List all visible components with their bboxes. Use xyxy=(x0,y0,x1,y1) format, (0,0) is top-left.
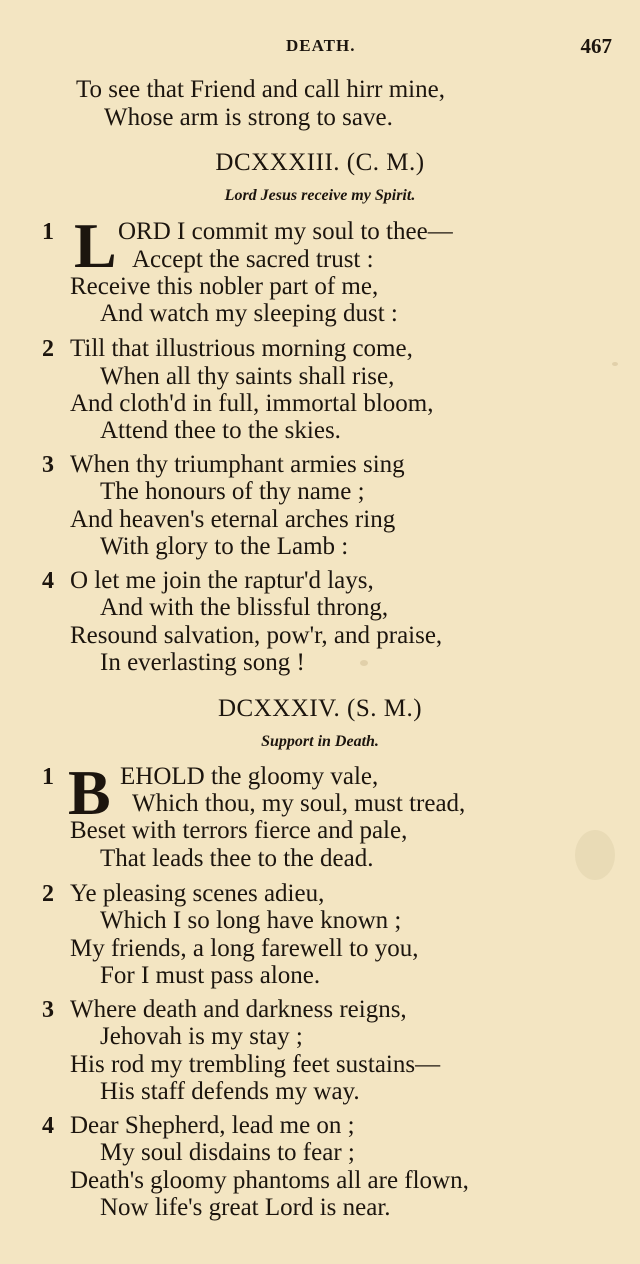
drop-cap: B xyxy=(68,757,111,828)
verse-line: For I must pass alone. xyxy=(100,962,321,989)
stanza-number: 3 xyxy=(42,997,54,1023)
verse-line: When all thy saints shall rise, xyxy=(100,363,395,390)
verse-line: Which I so long have known ; xyxy=(100,907,402,934)
hymn-subtitle: Lord Jesus receive my Spirit. xyxy=(224,187,416,204)
hymn-heading: DCXXXIII. (C. M.) xyxy=(215,149,425,176)
verse-line: And cloth'd in full, immortal bloom, xyxy=(70,390,434,417)
verse-line: And heaven's eternal arches ring xyxy=(70,506,396,533)
verse-line: EHOLD the gloomy vale, xyxy=(120,763,379,790)
verse-line: Where death and darkness reigns, xyxy=(70,996,407,1023)
paper-speck xyxy=(612,362,618,366)
verse-line: Jehovah is my stay ; xyxy=(100,1023,303,1050)
verse-line: Death's gloomy phantoms all are flown, xyxy=(70,1167,469,1194)
drop-cap: L xyxy=(74,210,117,281)
verse-line: Ye pleasing scenes adieu, xyxy=(70,880,325,907)
verse-line: In everlasting song ! xyxy=(100,649,305,676)
verse-line: My friends, a long farewell to you, xyxy=(70,935,419,962)
stanza-number: 4 xyxy=(42,1113,54,1139)
verse-line: And watch my sleeping dust : xyxy=(100,300,398,327)
verse-line: Attend thee to the skies. xyxy=(100,417,341,444)
verse-line: The honours of thy name ; xyxy=(100,478,365,505)
carryover-line: Whose arm is strong to save. xyxy=(104,104,393,131)
stanza-number: 2 xyxy=(42,881,54,907)
verse-line: When thy triumphant armies sing xyxy=(70,451,405,478)
verse-line: And with the blissful throng, xyxy=(100,594,389,621)
stanza-number: 4 xyxy=(42,568,54,594)
stanza-number: 1 xyxy=(42,764,54,790)
verse-line: Till that illustrious morning come, xyxy=(70,335,413,362)
verse-line: Accept the sacred trust : xyxy=(132,246,374,273)
verse-line: Beset with terrors fierce and pale, xyxy=(70,817,408,844)
verse-line: His staff defends my way. xyxy=(100,1078,360,1105)
verse-line: His rod my trembling feet sustains— xyxy=(70,1051,441,1078)
hymn-heading: DCXXXIV. (S. M.) xyxy=(217,695,423,722)
stanza-number: 3 xyxy=(42,452,54,478)
verse-line: ORD I commit my soul to thee— xyxy=(118,218,453,245)
verse-line: Now life's great Lord is near. xyxy=(100,1194,391,1221)
verse-line: With glory to the Lamb : xyxy=(100,533,349,560)
running-head-title: DEATH. xyxy=(286,36,356,55)
verse-line: Dear Shepherd, lead me on ; xyxy=(70,1112,355,1139)
verse-line: O let me join the raptur'd lays, xyxy=(70,567,374,594)
hymn-subtitle: Support in Death. xyxy=(261,733,379,750)
running-head xyxy=(0,36,640,60)
verse-line: Resound salvation, pow'r, and praise, xyxy=(70,622,443,649)
paper-speck xyxy=(360,660,368,666)
stanza-number: 1 xyxy=(42,219,54,245)
verse-line: Which thou, my soul, must tread, xyxy=(132,790,466,817)
paper-speck xyxy=(575,830,615,880)
carryover-line: To see that Friend and call hirr mine, xyxy=(76,76,445,103)
page-number: 467 xyxy=(580,34,612,58)
verse-line: My soul disdains to fear ; xyxy=(100,1139,355,1166)
verse-line: That leads thee to the dead. xyxy=(100,845,374,872)
stanza-number: 2 xyxy=(42,336,54,362)
verse-line: Receive this nobler part of me, xyxy=(70,273,379,300)
